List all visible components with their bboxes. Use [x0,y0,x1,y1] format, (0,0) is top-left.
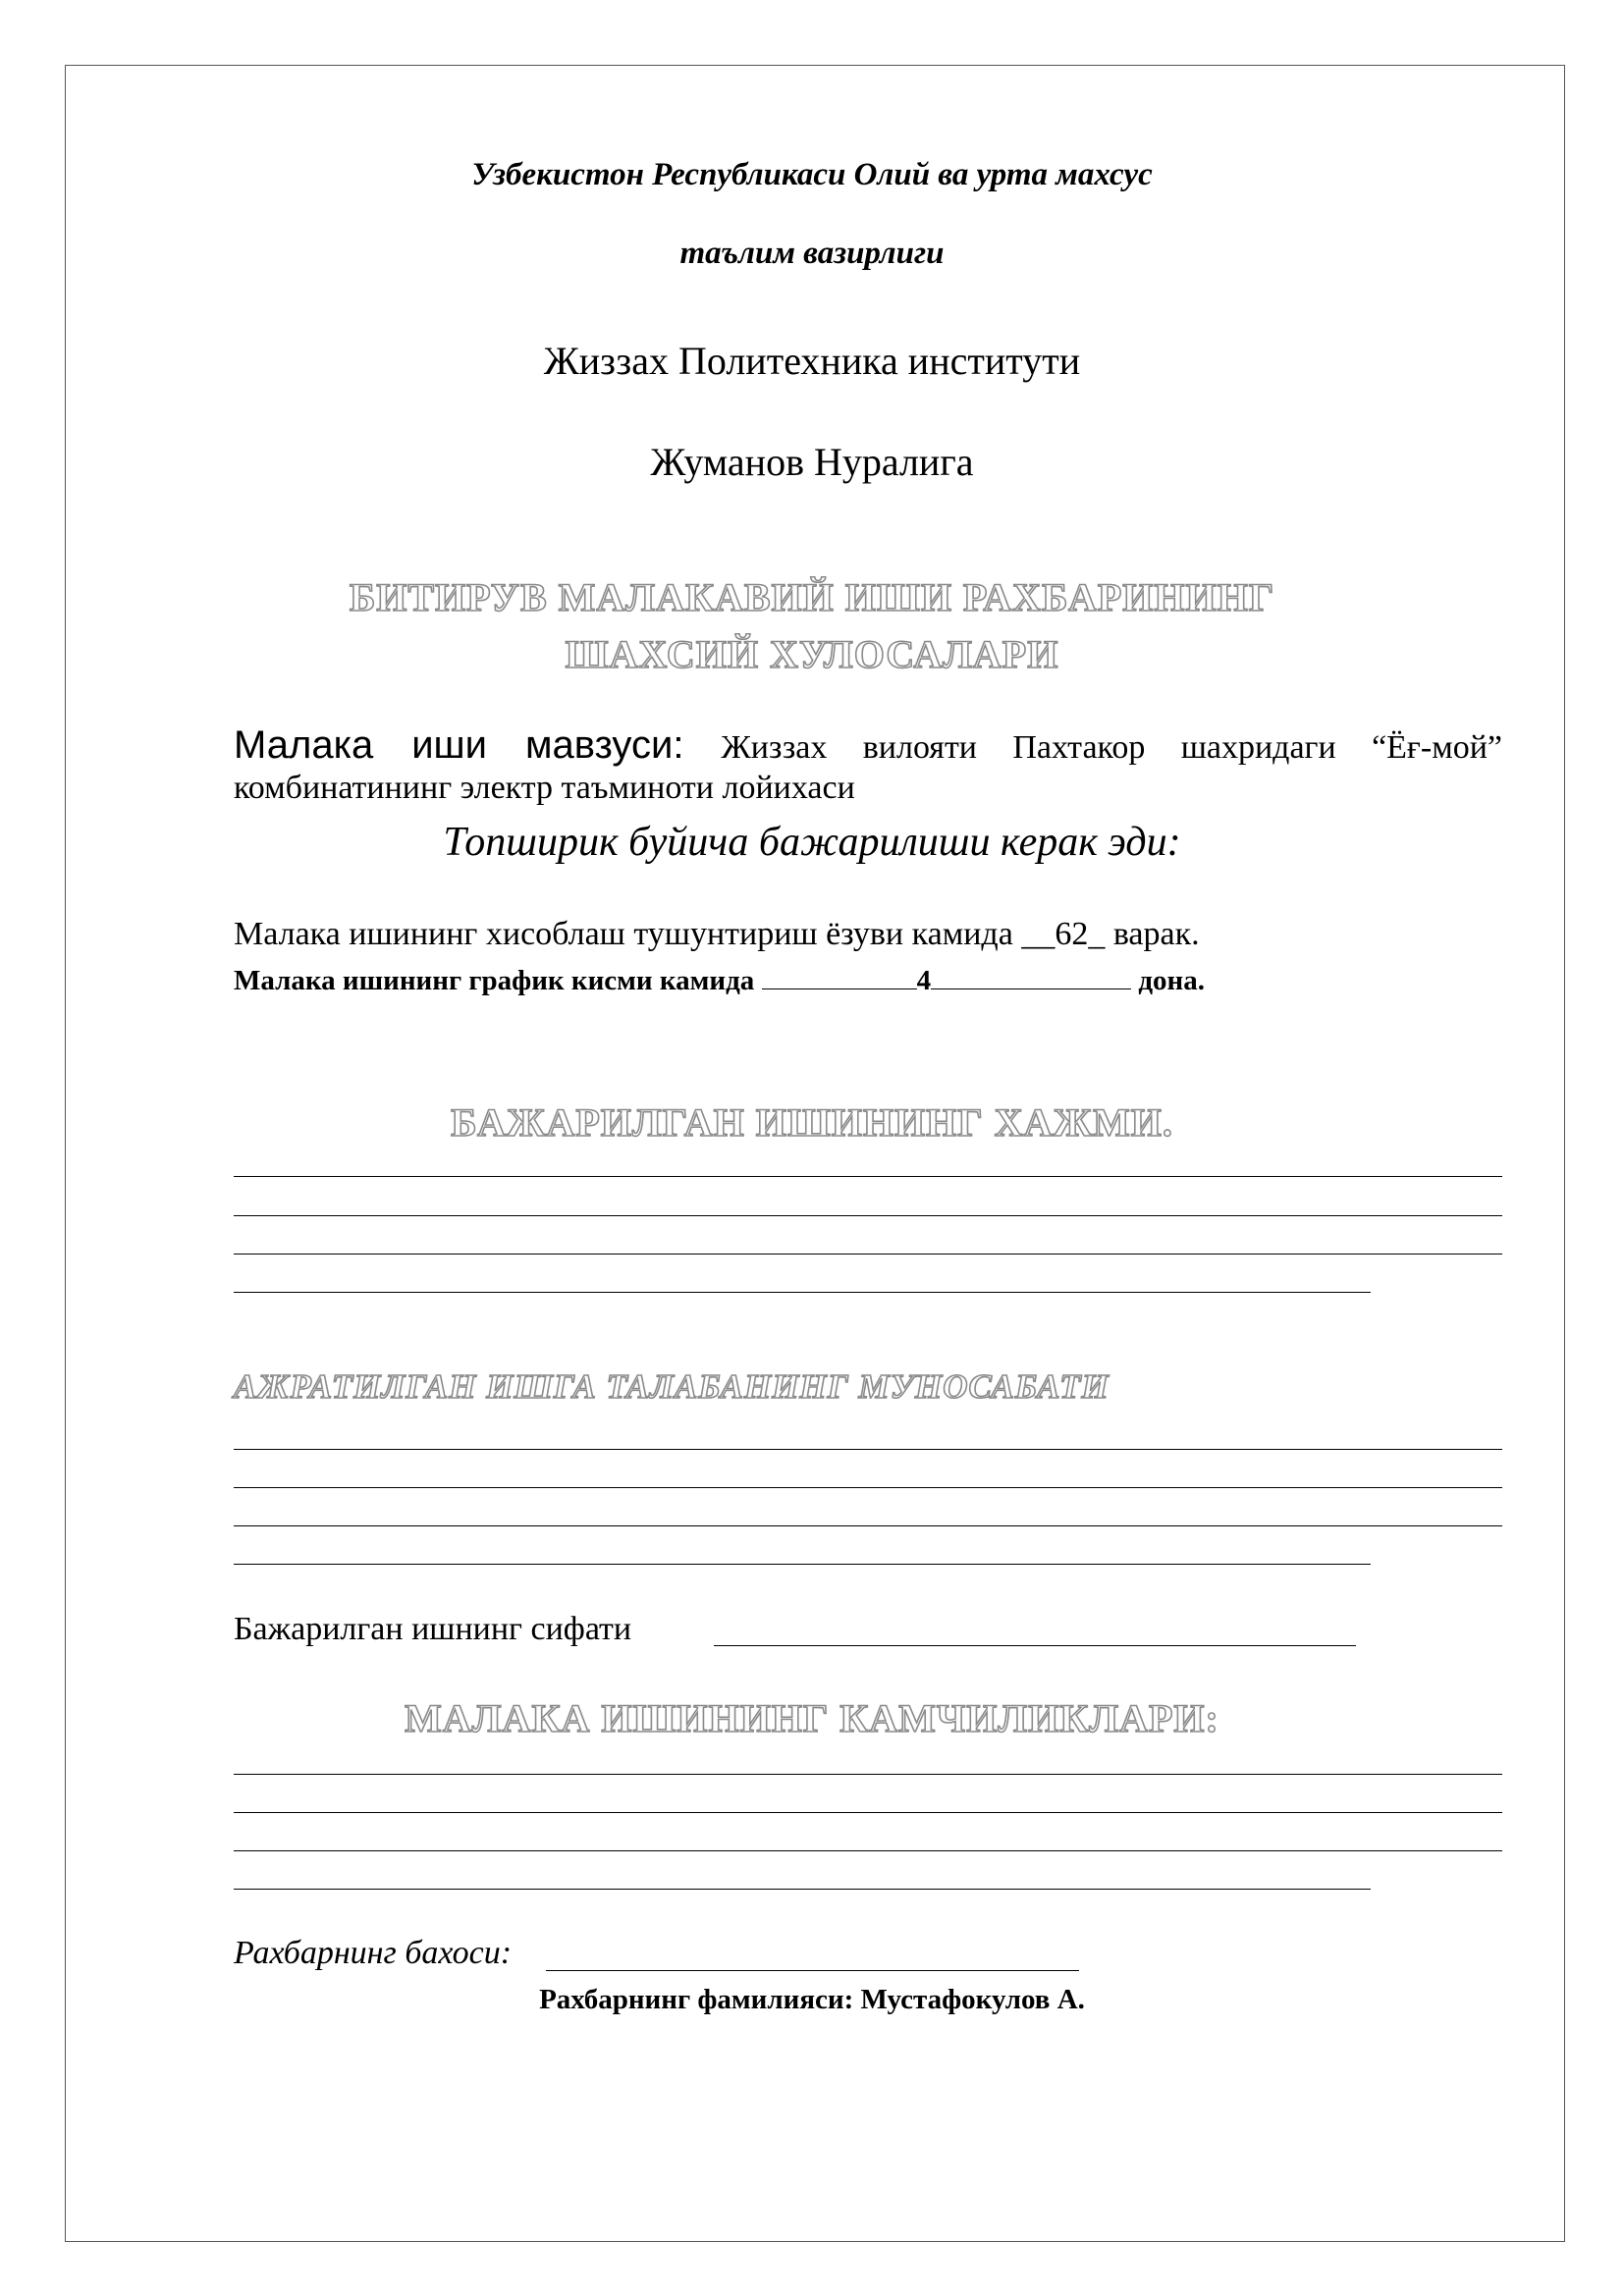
page-border [65,65,1565,2242]
volume-heading: БАЖАРИЛГАН ИШИНИНГ ХАЖМИ. [451,1100,1173,1145]
volume-line-4 [234,1292,1371,1293]
topic-label: Малака иши мавзуси: [234,723,684,767]
graphic-prefix: Малака ишининг график кисми камида [234,965,755,996]
graphic-blank-left [762,988,917,989]
attitude-line-2 [234,1487,1502,1488]
volume-line-3 [234,1254,1502,1255]
institute-name: Жиззах Политехника институти [543,339,1081,383]
grade-blank [546,1970,1079,1971]
pages-prefix: Малака ишининг хисоблаш тушунтириш ёзуви камида __ [234,916,1056,952]
quality-label: Бажарилган ишнинг сифати [234,1611,632,1647]
shortcomings-line-4 [234,1889,1371,1890]
graphic-requirement [234,965,1205,997]
supervisor-name: Рахбарнинг фамилияси: Мустафокулов А. [539,1984,1085,2015]
topic-value: Жиззах вилояти Пахтакор шахридаги “Ёғ-мой” [721,729,1503,766]
attitude-line-3 [234,1525,1502,1526]
ministry-line-1: Узбекистон Республикаси Олий ва урта махсус [471,157,1153,192]
title-line-2: ШАХСИЙ ХУЛОСАЛАРИ [565,632,1059,676]
student-name: Жуманов Нуралига [650,440,974,484]
title-line-1: БИТИРУВ МАЛАКАВИЙ ИШИ РАХБАРИНИНГ [349,575,1275,619]
grade-label: Рахбарнинг бахоси: [234,1935,513,1971]
attitude-line-4 [234,1564,1371,1565]
pages-value: 62 [1055,916,1089,952]
attitude-line-1 [234,1449,1502,1450]
shortcomings-line-1 [234,1774,1502,1775]
task-heading: Топширик буйича бажарилиши керак эди: [443,820,1181,865]
topic-row [234,722,1502,771]
volume-line-2 [234,1215,1502,1216]
graphic-value: 4 [916,965,932,996]
topic-value-line-2: комбинатининг электр таъминоти лойихаси [234,770,855,806]
pages-requirement [234,916,1200,953]
volume-line-1 [234,1176,1502,1177]
shortcomings-line-2 [234,1812,1502,1813]
quality-blank [714,1645,1356,1646]
shortcomings-line-3 [234,1850,1502,1851]
graphic-suffix: дона. [1138,965,1205,996]
shortcomings-heading: МАЛАКА ИШИНИНГ КАМЧИЛИКЛАРИ: [405,1696,1219,1740]
graphic-blank-right [931,988,1131,989]
ministry-line-2: таълим вазирлиги [679,236,945,271]
attitude-heading: АЖРАТИЛГАН ИШГА ТАЛАБАНИНГ МУНОСАБАТИ [234,1367,1110,1406]
pages-suffix: _ варак. [1088,916,1200,952]
